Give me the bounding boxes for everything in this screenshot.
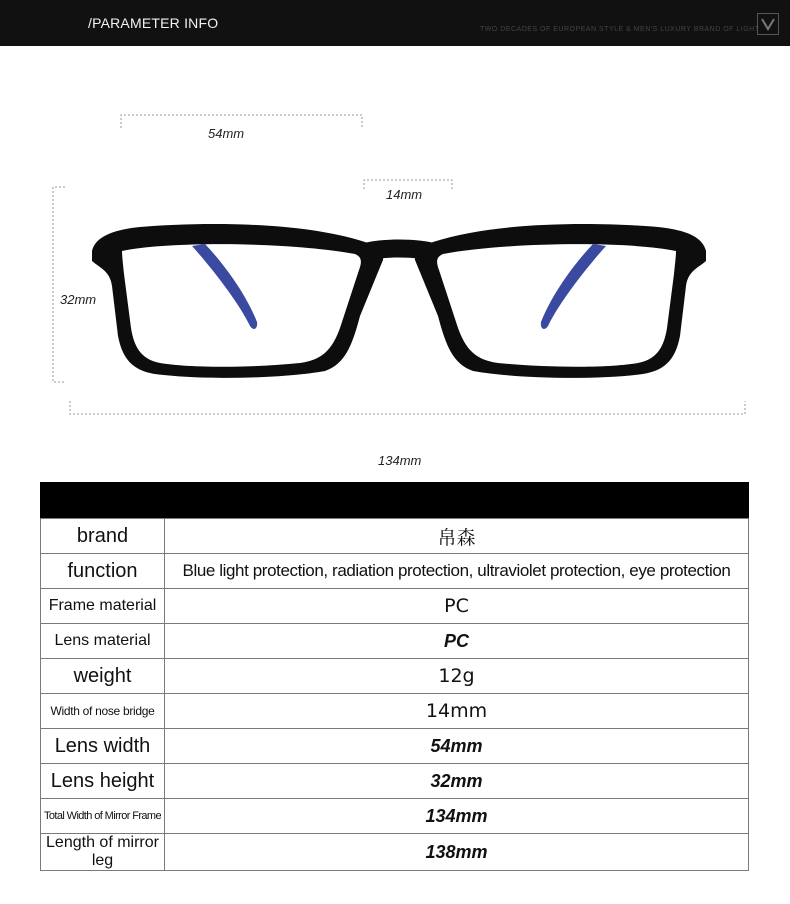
dimension-diagram: [0, 46, 790, 476]
spec-value: 54mm: [165, 729, 749, 764]
spec-label: Frame material: [41, 589, 165, 624]
table-row: [41, 589, 749, 624]
spec-table-header: [40, 482, 749, 518]
spec-label: brand: [41, 519, 165, 554]
header-tagline: TWO DECADES OF EUROPEAN STYLE & MEN'S LUXURY BRAND OF LIGHT: [480, 26, 760, 33]
spec-value: Blue light protection, radiation protection, ultraviolet protection, eye protection: [165, 554, 749, 589]
lens-height-label: 32mm: [60, 292, 97, 307]
spec-label: function: [41, 554, 165, 589]
total-width-label: 134mm: [378, 453, 422, 468]
spec-value: 32mm: [165, 764, 749, 799]
table-row: [41, 729, 749, 764]
spec-value: 14mm: [165, 694, 749, 729]
page-title: /PARAMETER INFO: [88, 15, 219, 31]
spec-label: Width of nose bridge: [41, 694, 165, 729]
spec-label: Lens width: [41, 729, 165, 764]
spec-value: 帛森: [165, 519, 749, 554]
spec-label: Lens material: [41, 624, 165, 659]
glasses-illustration: [0, 46, 790, 476]
spec-value: PC: [165, 624, 749, 659]
spec-value: 12g: [165, 659, 749, 694]
table-row: [41, 659, 749, 694]
table-row: [41, 519, 749, 554]
spec-value: 134mm: [165, 799, 749, 834]
table-row: [41, 799, 749, 834]
table-row: [41, 554, 749, 589]
glasses-frame: [92, 224, 706, 378]
table-row: [41, 764, 749, 799]
spec-label: Length of mirror leg: [41, 834, 165, 871]
spec-label: Lens height: [41, 764, 165, 799]
lens-width-label: 54mm: [208, 126, 245, 141]
spec-label: Total Width of Mirror Frame: [41, 799, 165, 834]
bridge-width-label: 14mm: [386, 187, 423, 202]
spec-value: PC: [165, 589, 749, 624]
spec-label: weight: [41, 659, 165, 694]
table-row: [41, 624, 749, 659]
header-bar: [0, 0, 790, 46]
table-row: [41, 694, 749, 729]
spec-table: [40, 518, 749, 871]
spec-value: 138mm: [165, 834, 749, 871]
brand-logo-icon: [757, 13, 779, 35]
table-row: [41, 834, 749, 871]
